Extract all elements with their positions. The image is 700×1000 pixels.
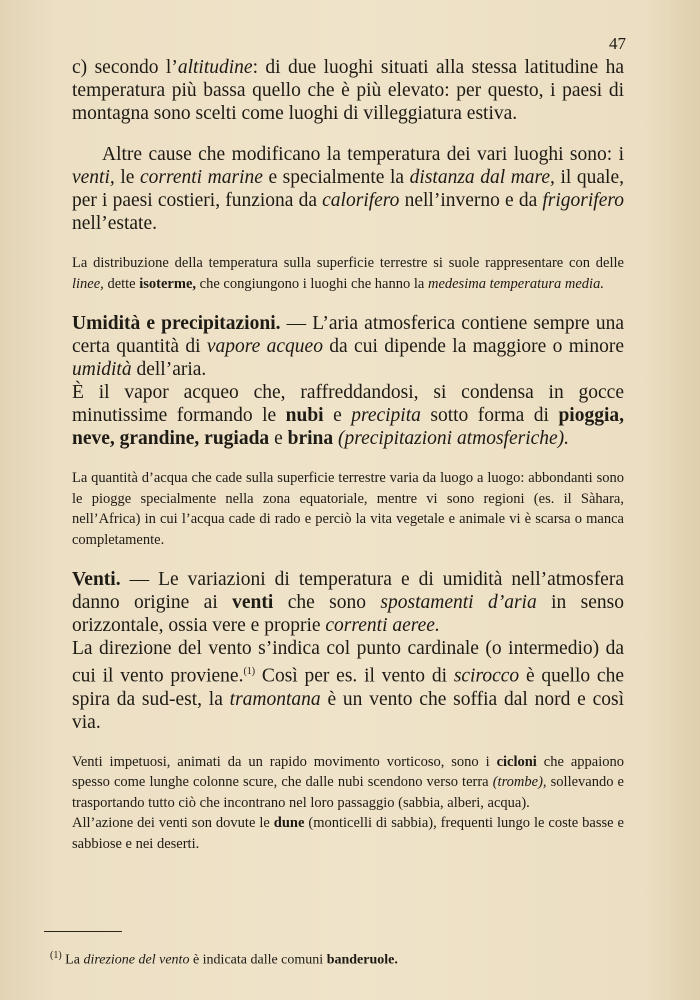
paragraph-altitudine <box>72 56 624 125</box>
text: sollevando e trasportando tutto ciò che incontrano nel loro passaggio (sabbia, alberi, acqua). <box>72 774 624 811</box>
emphasis: tramontana <box>229 688 321 710</box>
emphasis: precipita <box>351 405 421 426</box>
emphasis: venti, <box>72 167 115 188</box>
emphasis: direzione del vento <box>83 952 190 968</box>
section-heading-umidita: Umidità e precipitazioni. <box>72 313 281 334</box>
emphasis: umidità <box>72 359 132 380</box>
text: che congiungono i luoghi che hanno la <box>196 275 428 292</box>
paragraph-altre-cause <box>72 143 624 235</box>
text: Altre cause che modificano la temperatura dei vari luoghi sono: i <box>102 144 624 165</box>
text: è indicata dalle comuni <box>189 952 327 968</box>
text: è quello che spira da sud-est, la <box>72 665 624 710</box>
text: c) secondo l’ <box>72 57 178 78</box>
bold-term: pioggia, neve, grandine, rugiada <box>72 405 624 449</box>
emphasis: spostamenti d’aria <box>380 592 537 613</box>
text: e specialmente la <box>262 167 410 188</box>
text: sotto forma di <box>420 405 559 426</box>
bold-term: banderuole. <box>326 952 398 968</box>
bold-term: nubi <box>285 405 324 426</box>
footnote-rule <box>44 931 122 932</box>
text: La <box>61 952 84 968</box>
paragraph-direzione <box>72 637 624 734</box>
emphasis: vapore acqueo <box>206 336 323 357</box>
text: — L’aria atmosferica contiene sempre una certa quantità di <box>72 313 624 357</box>
text: (monticelli di sabbia), frequenti lungo le coste basse e sabbiose e nei deserti. <box>72 815 624 852</box>
text: Venti impetuosi, animati da un rapido movimento vorticoso, sono i <box>72 753 497 770</box>
footnote-marker: (1) <box>50 950 62 961</box>
emphasis: scirocco <box>453 665 520 687</box>
text: dell’aria. <box>131 359 207 380</box>
text: nell’estate. <box>72 213 157 234</box>
text: e <box>269 428 288 449</box>
page-number: 47 <box>609 34 626 53</box>
note-acqua: La quantità d’acqua che cade sulla superficie terrestre varia da luogo a luogo: abbondanti sono le piogge specialmente nella zona equatoriale, mentre vi sono regioni (es. il Sàhara, nell’Africa) in cui l’acqua cade di rado e perciò la vita vegetale e animale vi è scarsa o manca completamente. <box>72 470 624 548</box>
emphasis: linee, <box>72 275 104 292</box>
note-isoterme <box>72 253 624 294</box>
emphasis: calorifero <box>322 190 400 211</box>
paragraph-vapor-acqueo <box>72 381 624 450</box>
text: La direzione del vento s’indica col punto cardinale (o intermedio) da cui il vento proviene. <box>72 638 624 687</box>
text: che sono <box>273 592 381 613</box>
section-heading-venti: Venti. <box>72 569 121 590</box>
text: le <box>114 167 140 188</box>
text: Così per es. il vento di <box>255 665 454 687</box>
bold-term: brina <box>287 428 334 449</box>
emphasis: distanza dal mare, <box>409 167 555 188</box>
emphasis: medesima temperatura media. <box>427 275 604 292</box>
note-cicloni <box>72 752 624 814</box>
text: che appaiono spesso come lunghe colonne scure, che dalle nubi scendono verso terra <box>72 753 624 790</box>
page-content <box>72 56 624 854</box>
paragraph-venti <box>72 568 624 637</box>
text: in senso orizzontale, ossia vere e proprie <box>72 592 624 636</box>
text: È il vapor acqueo che, raffreddandosi, si condensa in gocce minutissime formando le <box>72 382 624 426</box>
text: dette <box>103 275 140 292</box>
bold-term: dune <box>273 815 305 831</box>
emphasis: frigorifero <box>542 190 624 211</box>
bold-term: isoterme, <box>139 275 197 292</box>
paragraph-umidita <box>72 312 624 381</box>
emphasis: altitudine <box>177 57 253 78</box>
emphasis: (trombe), <box>492 774 547 790</box>
footnote-marker: (1) <box>243 666 256 677</box>
text: — Le variazioni di temperatura e di umidità nell’atmosfera danno origine ai <box>72 569 624 613</box>
emphasis: (precipitazioni atmosferiche). <box>337 428 570 449</box>
footnote <box>50 950 610 969</box>
bold-term: venti <box>232 592 274 613</box>
emphasis: correnti aeree. <box>325 615 440 636</box>
text: il quale, per i paesi costieri, funziona da <box>72 167 624 211</box>
emphasis: correnti marine <box>139 167 263 188</box>
text: La distribuzione della temperatura sulla superficie terrestre si suole rappresentare con delle <box>72 255 624 271</box>
bold-term: cicloni <box>496 753 537 770</box>
text: è un vento che soffia dal nord e così via. <box>72 688 624 733</box>
text: e <box>323 405 352 426</box>
text: nell’inverno e da <box>399 190 543 211</box>
text: : di due luoghi situati alla stessa latitudine ha temperatura più bassa quello che è più elevato: per questo, i paesi di montagna sono scelti come luoghi di villeggiatura estiva. <box>72 57 624 124</box>
text: da cui dipende la maggiore o minore <box>322 336 624 357</box>
text: All’azione dei venti son dovute le <box>72 815 274 831</box>
note-dune <box>72 813 624 854</box>
